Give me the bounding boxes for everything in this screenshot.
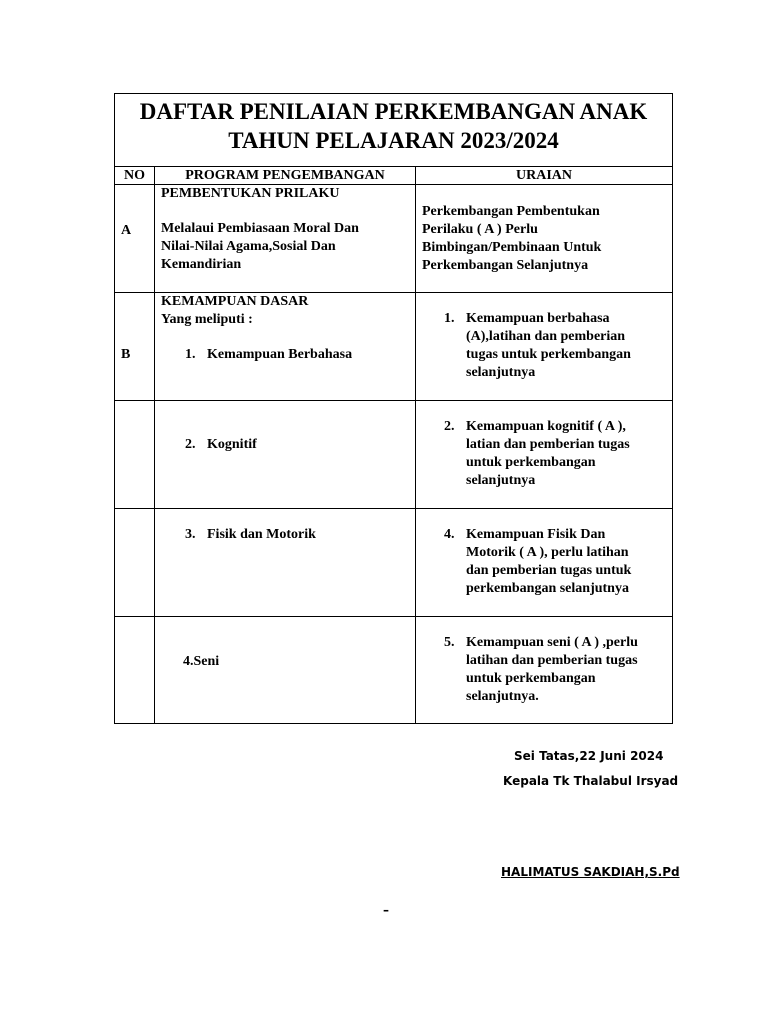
uraian-text-line: dan pemberian tugas untuk [466,563,632,578]
program-cell [155,617,416,724]
uraian-cell [416,401,673,509]
uraian-text-line: selanjutnya [466,473,536,488]
program-cell [155,293,416,401]
uraian-text-line: (A),latihan dan pemberian [466,329,626,344]
title-cell [115,94,673,167]
uraian-text-line: selanjutnya. [466,689,539,704]
program-cell [155,401,416,509]
assessment-table [114,93,673,724]
program-item: Kemampuan Berbahasa [207,347,353,362]
program-heading: PEMBENTUKAN PRILAKU [161,186,340,201]
uraian-text-line: Perkembangan Pembentukan [422,204,600,219]
program-item-number: 2. [185,437,196,452]
table-header-row [115,167,673,185]
uraian-text-line: Kemampuan Fisik Dan [466,527,606,542]
table-row [115,509,673,617]
program-item: Fisik dan Motorik [207,527,316,542]
signature-place-date: Sei Tatas,22 Juni 2024 [514,749,664,763]
row-no: B [121,347,131,362]
uraian-text-line: latihan dan pemberian tugas [466,653,638,668]
uraian-text-line: untuk perkembangan [466,671,596,686]
table-row [115,401,673,509]
uraian-text-line: perkembangan selanjutnya [466,581,629,596]
program-subheading: Yang meliputi : [161,312,253,327]
signature-name: HALIMATUS SAKDIAH,S.Pd [501,865,680,879]
uraian-text-line: Kemampuan kognitif ( A ), [466,419,626,434]
signature-position: Kepala Tk Thalabul Irsyad [503,774,679,788]
uraian-item-number: 2. [444,419,455,434]
uraian-item-number: 4. [444,527,455,542]
table-row [115,185,673,293]
program-text-line: Nilai-Nilai Agama,Sosial Dan [161,239,336,254]
uraian-text-line: Perkembangan Selanjutnya [422,258,589,273]
row-no-cell [115,617,155,724]
row-no-cell [115,509,155,617]
page-mark: – [383,903,389,917]
program-item: Kognitif [207,437,257,452]
uraian-text-line: latian dan pemberian tugas [466,437,630,452]
header-no: NO [115,167,155,185]
program-text-line: Melalaui Pembiasaan Moral Dan [161,221,359,236]
document-title: DAFTAR PENILAIAN PERKEMBANGAN ANAK [139,99,648,124]
program-item-number: 1. [185,347,196,362]
uraian-text-line: Bimbingan/Pembinaan Untuk [422,240,602,255]
table-row [115,617,673,724]
uraian-text-line: untuk perkembangan [466,455,596,470]
uraian-text-line: Kemampuan berbahasa [466,311,610,326]
program-text-line: Kemandirian [161,257,242,272]
uraian-cell [416,509,673,617]
uraian-text-line: Perilaku ( A ) Perlu [422,222,538,237]
program-heading: KEMAMPUAN DASAR [161,294,309,309]
uraian-text-line: selanjutnya [466,365,536,380]
program-cell [155,185,416,293]
uraian-text-line: Motorik ( A ), perlu latihan [466,545,629,560]
header-program: PROGRAM PENGEMBANGAN [155,167,416,185]
uraian-cell [416,185,673,293]
row-no-cell [115,293,155,401]
row-no: A [121,223,132,238]
program-cell [155,509,416,617]
school-year-title: TAHUN PELAJARAN 2023/2024 [228,128,559,153]
program-item: 4.Seni [183,654,220,669]
uraian-cell [416,293,673,401]
header-uraian: URAIAN [416,167,673,185]
uraian-cell [416,617,673,724]
uraian-item-number: 5. [444,635,455,650]
row-no-cell [115,401,155,509]
uraian-item-number: 1. [444,311,455,326]
program-item-number: 3. [185,527,196,542]
row-no-cell [115,185,155,293]
uraian-text-line: Kemampuan seni ( A ) ,perlu [466,635,638,650]
uraian-text-line: tugas untuk perkembangan [466,347,631,362]
table-row [115,293,673,401]
